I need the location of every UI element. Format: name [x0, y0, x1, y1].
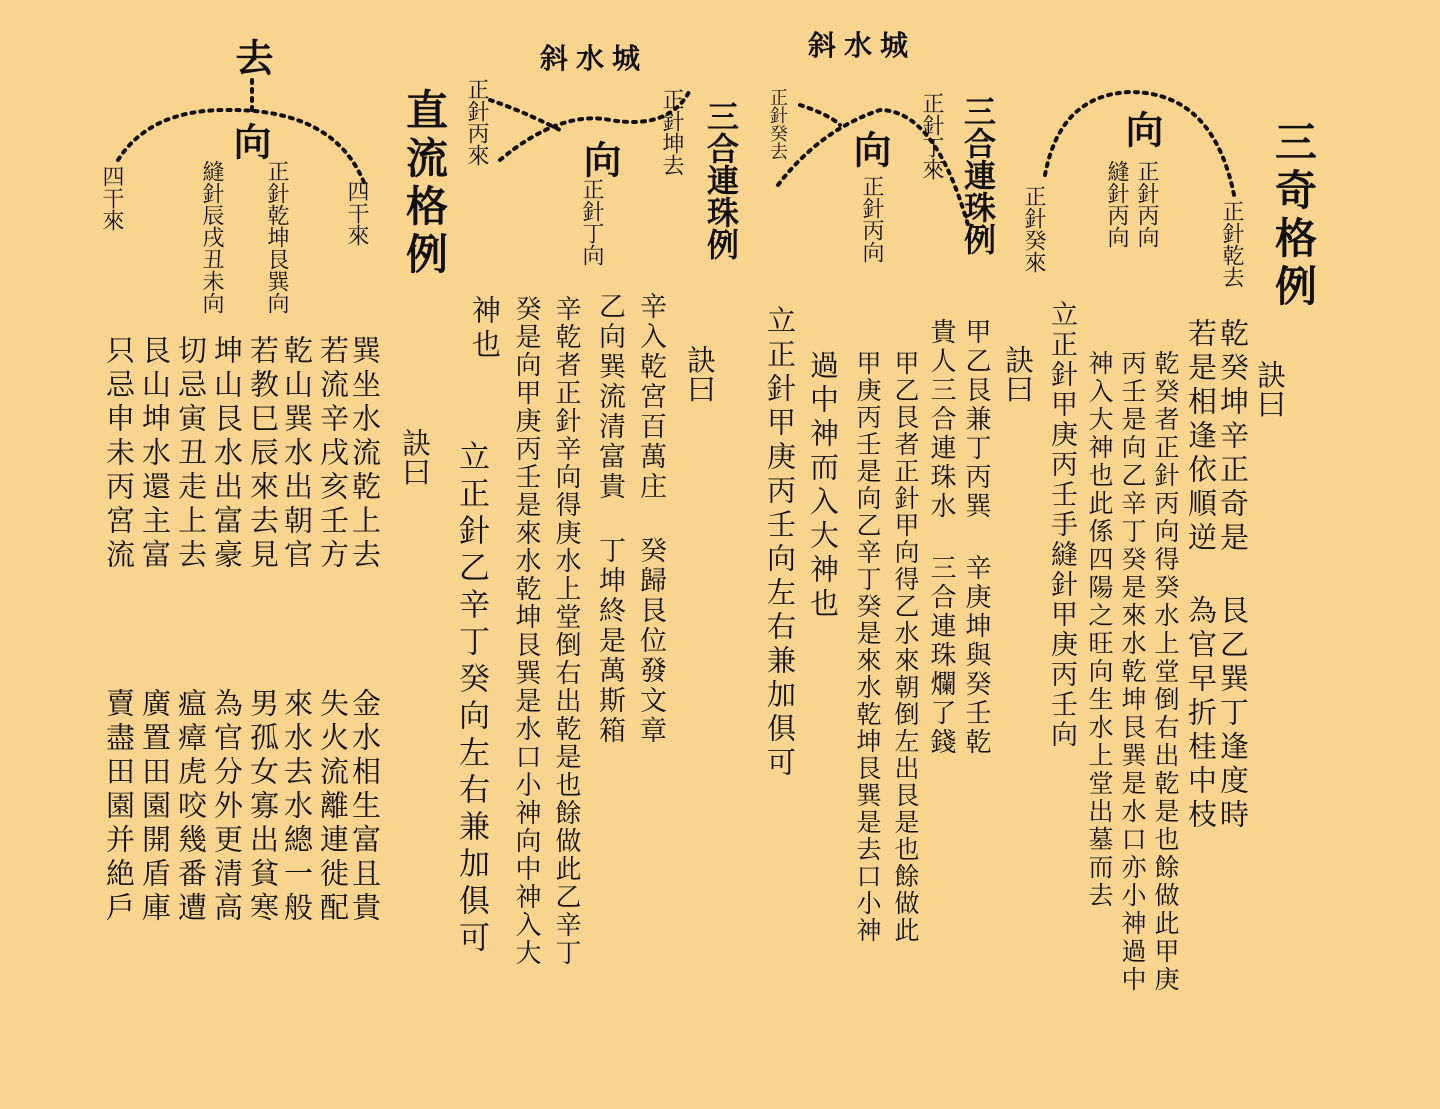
sanqi-zheng-zhen-bing-xiang: 正針丙向 — [1134, 160, 1159, 248]
zhiliu-col6-bot: 瘟瘴虎咬幾番遭 — [174, 688, 208, 926]
lianzhu1-text-line-6: 立正針甲庚丙壬向左右兼加俱可 — [763, 305, 797, 781]
lianzhu-right-zheng-zhen-gui-qu: 正針癸去 — [767, 88, 788, 160]
lianzhu2-text-line-5: 神也 — [468, 295, 502, 363]
zhiliu-si-gan-right: 四干來 — [344, 180, 369, 246]
sanqi-text-line-3: 乾癸者正針丙向得癸水上堂倒右出乾是也餘做此甲庚 — [1151, 350, 1180, 994]
sanqi-zheng-zhen-gui-lai: 正針癸來 — [1021, 185, 1046, 273]
zhiliu-col1-top: 巽坐水流乾上去 — [348, 335, 382, 573]
zhiliu-zheng-zhen: 正針乾坤艮巽向 — [264, 160, 289, 314]
zhiliu-col8-bot: 賣盡田園并絶戶 — [102, 688, 136, 926]
sanqi-text-line-1: 乾癸坤辛正奇是 艮乙巽丁逢度時 — [1216, 318, 1250, 833]
lianzhu1-text-line-5: 過中神而入大神也 — [806, 350, 840, 622]
lianzhu-right-xieshui-heading: 斜水城 — [808, 29, 917, 62]
lianzhu1-text-line-4: 甲庚丙壬是向乙辛丁癸是來水乾坤艮巽是去口小神 — [853, 350, 882, 944]
zhiliu-col3-bot: 來水去水總一般 — [280, 688, 314, 926]
zhiliu-col4-top: 若教巳辰來去見 — [246, 335, 280, 573]
lianzhu-left-zheng-zhen-bing-lai: 正針丙來 — [464, 78, 489, 166]
lianzhu-right-xiang-label: 向 — [847, 130, 892, 168]
lianzhu-right-gui-line — [800, 105, 840, 125]
lianzhu2-text-line-3: 辛乾者正針辛向得庚水上堂倒右出乾是也餘做此乙辛丁 — [551, 295, 581, 967]
zhiliu-col4-bot: 男孤女寡出貧寒 — [246, 688, 280, 926]
zhiliu-col1-bot: 金水相生富且貴 — [348, 688, 382, 926]
zhiliu-col7-top: 艮山坤水還主富 — [138, 335, 172, 573]
zhiliu-jue-label: 訣曰 — [398, 428, 432, 486]
sanqi-zheng-zhen-qian-qu: 正針乾去 — [1219, 200, 1244, 288]
zhiliu-col2-top: 若流辛戌亥壬方 — [316, 335, 350, 573]
zhiliu-feng-zhen: 縫針辰戌丑未向 — [199, 160, 224, 314]
sanqi-jue-label: 訣曰 — [1253, 360, 1287, 418]
lianzhu-left-xiang-label: 向 — [577, 140, 622, 178]
lianzhu1-text-line-2: 貴人三合連珠水 三合連珠爛了錢 — [926, 318, 956, 757]
lianzhu-right-zheng-zhen-bing-xiang: 正針丙向 — [859, 175, 884, 263]
zhiliu-xiang-label: 向 — [227, 122, 272, 160]
lianzhu1-jue-label: 訣曰 — [1001, 345, 1035, 403]
sanqi-diagram-title: 三奇格例 — [1269, 120, 1318, 312]
lianzhu-right-title: 三合連珠例 — [959, 95, 997, 255]
zhiliu-col2-bot: 失火流離連徙配 — [316, 688, 350, 926]
lianzhu-left-title: 三合連珠例 — [702, 100, 740, 260]
zhiliu-top-char: 去 — [229, 38, 274, 76]
sanqi-text-line-2: 若是相逢依順逆 為官早折桂中枝 — [1184, 318, 1218, 833]
zhiliu-si-gan-left: 四干來 — [99, 165, 124, 231]
sanqi-feng-zhen-bing-xiang: 縫針丙向 — [1104, 160, 1129, 248]
zhiliu-col7-bot: 廣置田園開盾庫 — [138, 688, 172, 926]
sanqi-text-line-5: 神入大神也此係四陽之旺向生水上堂出墓而去 — [1085, 350, 1114, 910]
zhiliu-col5-top: 坤山艮水出富豪 — [210, 335, 244, 573]
lianzhu1-text-line-3: 甲乙艮者正針甲向得乙水來朝倒左出艮是也餘做此 — [891, 350, 920, 944]
lianzhu-left-xieshui-heading: 斜水城 — [540, 42, 649, 75]
lianzhu1-text-line-1: 甲乙艮兼丁丙巽 辛庚坤與癸壬乾 — [961, 318, 991, 757]
lianzhu2-text-line-1: 辛入乾宮百萬庄 癸歸艮位發文章 — [635, 292, 666, 746]
lianzhu-left-zheng-zhen-ding-xiang: 正針丁向 — [579, 178, 604, 266]
lianzhu2-text-line-6: 立正針乙辛丁癸向左右兼加俱可 — [453, 440, 489, 958]
zhiliu-col5-bot: 為官分外更清高 — [210, 688, 244, 926]
zhiliu-col3-top: 乾山巽水出朝官 — [280, 335, 314, 573]
lianzhu-left-bing-line — [490, 100, 560, 130]
lianzhu-left-zheng-zhen-kun-qu: 正針坤去 — [659, 88, 684, 176]
sanqi-xiang-label: 向 — [1119, 110, 1164, 148]
lianzhu2-text-line-2: 乙向巽流清富貴 丁坤終是萬斯箱 — [594, 292, 625, 746]
zhiliu-col6-top: 切忌寅丑走上去 — [174, 335, 208, 573]
sanqi-text-line-6: 立正針甲庚丙壬手縫針甲庚丙壬向 — [1046, 300, 1077, 750]
sanqi-text-line-4: 丙壬是向乙辛丁癸是來水乾坤艮巽是水口亦小神過中 — [1118, 350, 1147, 994]
zhiliu-col8-top: 只忌申未丙宮流 — [102, 335, 136, 573]
zhiliu-title: 直流格例 — [400, 88, 449, 280]
lianzhu-right-zheng-zhen-ding-lai: 正針丁來 — [919, 92, 944, 180]
lianzhu2-jue-label: 訣曰 — [683, 345, 717, 403]
lianzhu2-text-line-4: 癸是向甲庚丙壬是來水乾坤艮巽是水口小神向中神入大 — [511, 295, 541, 967]
